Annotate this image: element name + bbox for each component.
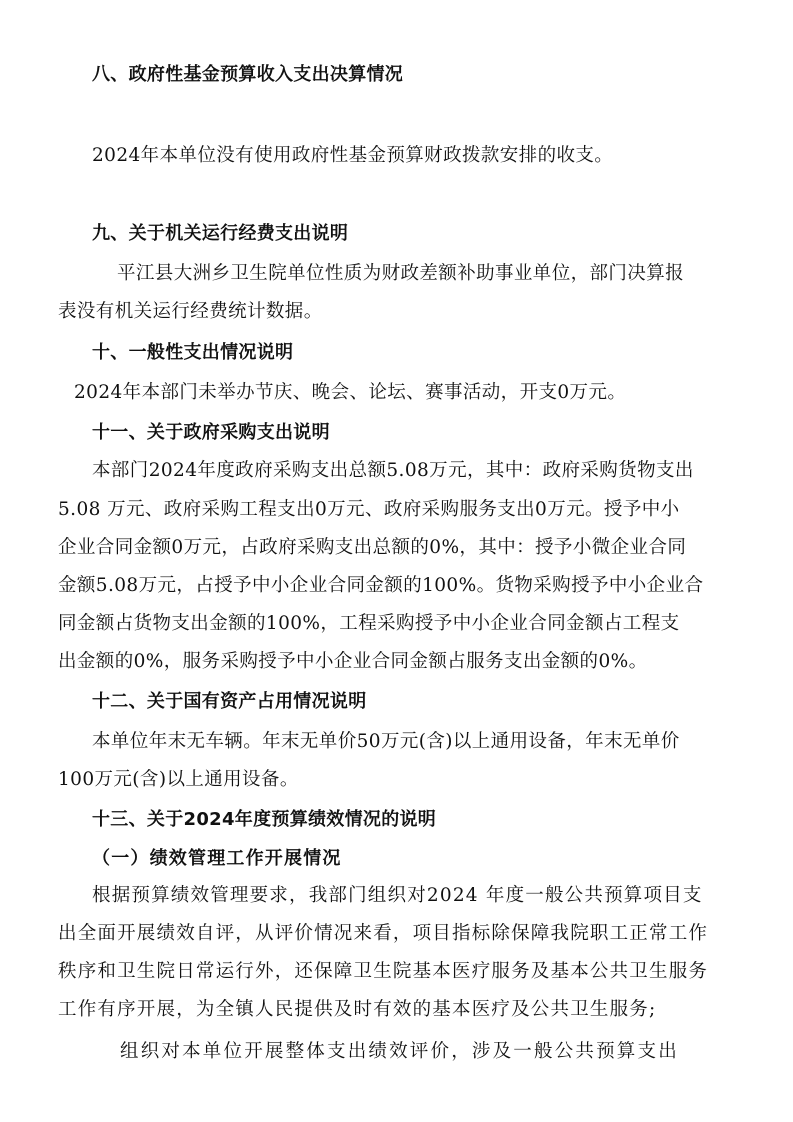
section-11-line-5: 同金额占货物支出金额的100%，工程采购授予中小企业合同金额占工程支 <box>58 613 680 634</box>
section-11-line-3: 企业合同金额0万元，占政府采购支出总额的0%，其中：授予小微企业合同 <box>58 537 687 558</box>
section-10-line-1: 2024年本部门未举办节庆、晚会、论坛、赛事活动，开支0万元。 <box>74 382 627 403</box>
section-10-heading: 十、一般性支出情况说明 <box>92 342 294 363</box>
section-11-heading: 十一、关于政府采购支出说明 <box>92 422 330 443</box>
section-9-line-2: 表没有机关运行经费统计数据。 <box>58 301 323 322</box>
section-12-line-1: 本单位年末无车辆。年末无单价50万元(含)以上通用设备，年末无单价 <box>92 731 680 752</box>
section-11-line-4: 金额5.08万元，占授予中小企业合同金额的100%。货物采购授予中小企业合 <box>58 575 704 596</box>
section-13-line-2: 出全面开展绩效自评，从评价情况来看，项目指标除保障我院职工正常工作 <box>58 923 709 944</box>
section-13-subheading: （一）绩效管理工作开展情况 <box>92 848 342 869</box>
section-13-line-5: 组织对本单位开展整体支出绩效评价，涉及一般公共预算支出 <box>120 1041 679 1062</box>
section-8-line-1: 2024年本单位没有使用政府性基金预算财政拨款安排的收支。 <box>92 145 614 166</box>
section-11-line-6: 出金额的0%，服务采购授予中小企业合同金额占服务支出金额的0%。 <box>58 651 648 672</box>
section-11-line-2: 5.08 万元、政府采购工程支出0万元、政府采购服务支出0万元。授予中小 <box>58 499 680 520</box>
section-9-heading: 九、关于机关运行经费支出说明 <box>92 223 349 244</box>
section-9-line-1: 平江县大洲乡卫生院单位性质为财政差额补助事业单位，部门决算报 <box>117 263 685 284</box>
section-13-heading: 十三、关于2024年度预算绩效情况的说明 <box>92 809 437 830</box>
section-12-heading: 十二、关于国有资产占用情况说明 <box>92 691 367 712</box>
section-11-line-1: 本部门2024年度政府采购支出总额5.08万元，其中：政府采购货物支出 <box>92 460 694 481</box>
section-12-line-2: 100万元(含)以上通用设备。 <box>58 769 299 790</box>
section-13-line-4: 工作有序开展，为全镇人民提供及时有效的基本医疗及公共卫生服务; <box>58 999 657 1020</box>
section-13-line-3: 秩序和卫生院日常运行外，还保障卫生院基本医疗服务及基本公共卫生服务 <box>58 961 709 982</box>
section-13-line-1: 根据预算绩效管理要求，我部门组织对2024 年度一般公共预算项目支 <box>92 885 703 906</box>
section-8-heading: 八、政府性基金预算收入支出决算情况 <box>92 64 404 85</box>
